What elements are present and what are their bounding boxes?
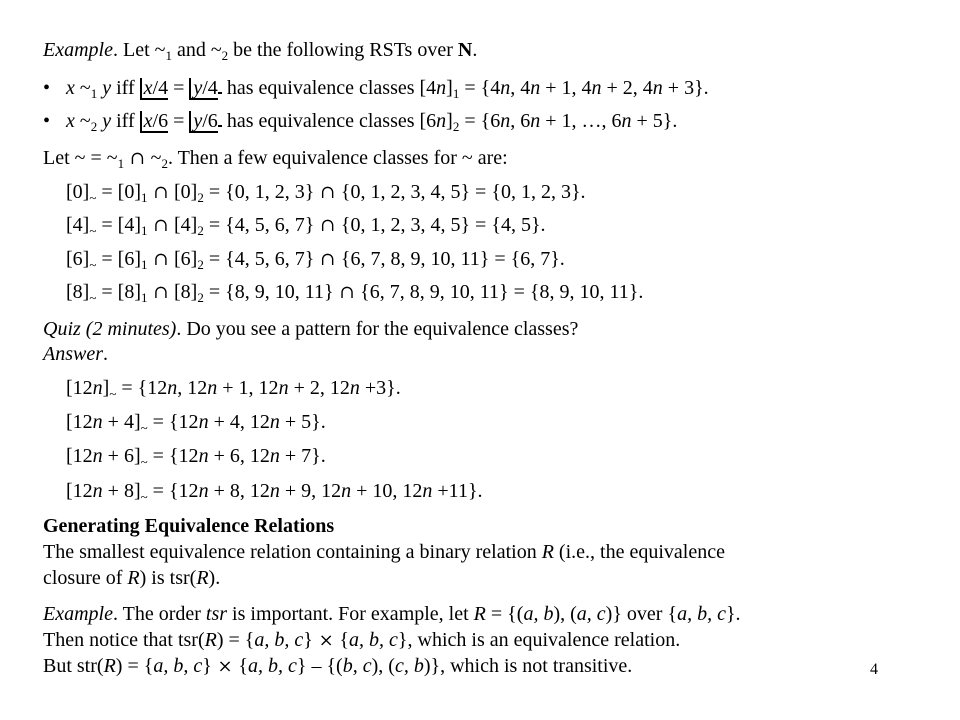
intersection-symbol: ∩	[147, 249, 175, 270]
page-number: 4	[870, 661, 878, 678]
cross-product-symbol: ×	[211, 656, 239, 677]
intersection-symbol: ∩	[147, 215, 175, 236]
answer-row-12n-plus-4: $[12n + 4]_\sim = \{12n + 4$, 12n + 5}.	[66, 411, 326, 435]
class-row-8: $[8]_\sim = [8]_1$ ∩ $[8]_2 = \{8$, 9, 10, 11} ∩ {6, 7, 8, 9, 10, 11} = {8, 9, 10, 11}.	[66, 281, 644, 305]
class-row-0: $[0]_\sim = [0]_1$ ∩ $[0]_2 = \{0$, 1, 2, 3} ∩ {0, 1, 2, 3, 4, 5} = {0, 1, 2, 3}.	[66, 181, 586, 205]
bullet-icon: •	[43, 110, 51, 132]
intersection-symbol: ∩	[314, 215, 341, 236]
bullet-icon: •	[43, 77, 51, 99]
floor-left-bracket: x/6	[140, 111, 168, 133]
intersection-symbol: ∩	[333, 282, 361, 303]
answer-row-12n-plus-8: $[12n + 8]_\sim = \{12n + 8$, 12n + 9, 12n + 10, 12n +11}.	[66, 480, 483, 504]
line-intersection-intro: Let ~ = $\sim_1$ ∩ $\sim_2$. Then a few equivalence classes for ~ are:	[43, 147, 508, 171]
quiz-label: Quiz (2 minutes)	[43, 318, 177, 340]
answer-row-12n: $[12n]_\sim = \{12n$, 12n + 1, 12n + 2, 12n +3}.	[66, 377, 401, 401]
intersection-symbol: ∩	[124, 148, 151, 169]
quiz-line: Quiz (2 minutes). Do you see a pattern for the equivalence classes?	[43, 318, 579, 340]
bullet-relation-1: • x $\sim_1$ y iff x/4 = y/4 has equivalence classes $[4n]_1 = \{4n$, 4n + 1, 4n + 2, 4n + 3}.	[43, 77, 709, 101]
bullet-relation-2: • x $\sim_2$ y iff x/6 = y/6 has equivalence classes $[6n]_2 = \{6n$, 6n + 1, …, 6n + 5}.	[43, 110, 678, 134]
intersection-symbol: ∩	[314, 249, 341, 270]
intersection-symbol: ∩	[314, 182, 341, 203]
class-row-6: $[6]_\sim = [6]_1$ ∩ $[6]_2 = \{4$, 5, 6, 7} ∩ {6, 7, 8, 9, 10, 11} = {6, 7}.	[66, 248, 565, 272]
floor-left-bracket: x/4	[140, 78, 168, 100]
answer-row-12n-plus-6: $[12n + 6]_\sim = \{12n + 6$, 12n + 7}.	[66, 445, 326, 469]
example-line-3: But str(R) = {a, b, c} × {a, b, c} – {(b, c), (c, b)}, which is not transitive.	[43, 655, 633, 677]
intersection-symbol: ∩	[147, 182, 175, 203]
paragraph-line-2: closure of R) is tsr(R).	[43, 567, 221, 589]
section-heading: Generating Equivalence Relations	[43, 515, 335, 537]
example-line-1: Example. The order tsr is important. For example, let R = {(a, b), (a, c)} over {a, b, c}.	[43, 603, 741, 625]
line-example-intro: Example. Let $\sim_1$ and $\sim_2$ be the following RSTs over N.	[43, 39, 478, 63]
answer-line: Answer.	[43, 343, 108, 365]
example-line-2: Then notice that tsr(R) = {a, b, c} × {a, b, c}, which is an equivalence relation.	[43, 629, 681, 651]
paragraph-line-1: The smallest equivalence relation containing a binary relation R (i.e., the equivalence	[43, 541, 725, 563]
answer-label: Answer	[43, 343, 103, 365]
cross-product-symbol: ×	[312, 630, 340, 651]
class-row-4: $[4]_\sim = [4]_1$ ∩ $[4]_2 = \{4$, 5, 6, 7} ∩ {0, 1, 2, 3, 4, 5} = {4, 5}.	[66, 214, 546, 238]
example-label: Example	[43, 39, 113, 61]
floor-left-bracket: y/6	[189, 111, 217, 133]
floor-left-bracket: y/4	[189, 78, 217, 100]
intersection-symbol: ∩	[147, 282, 175, 303]
